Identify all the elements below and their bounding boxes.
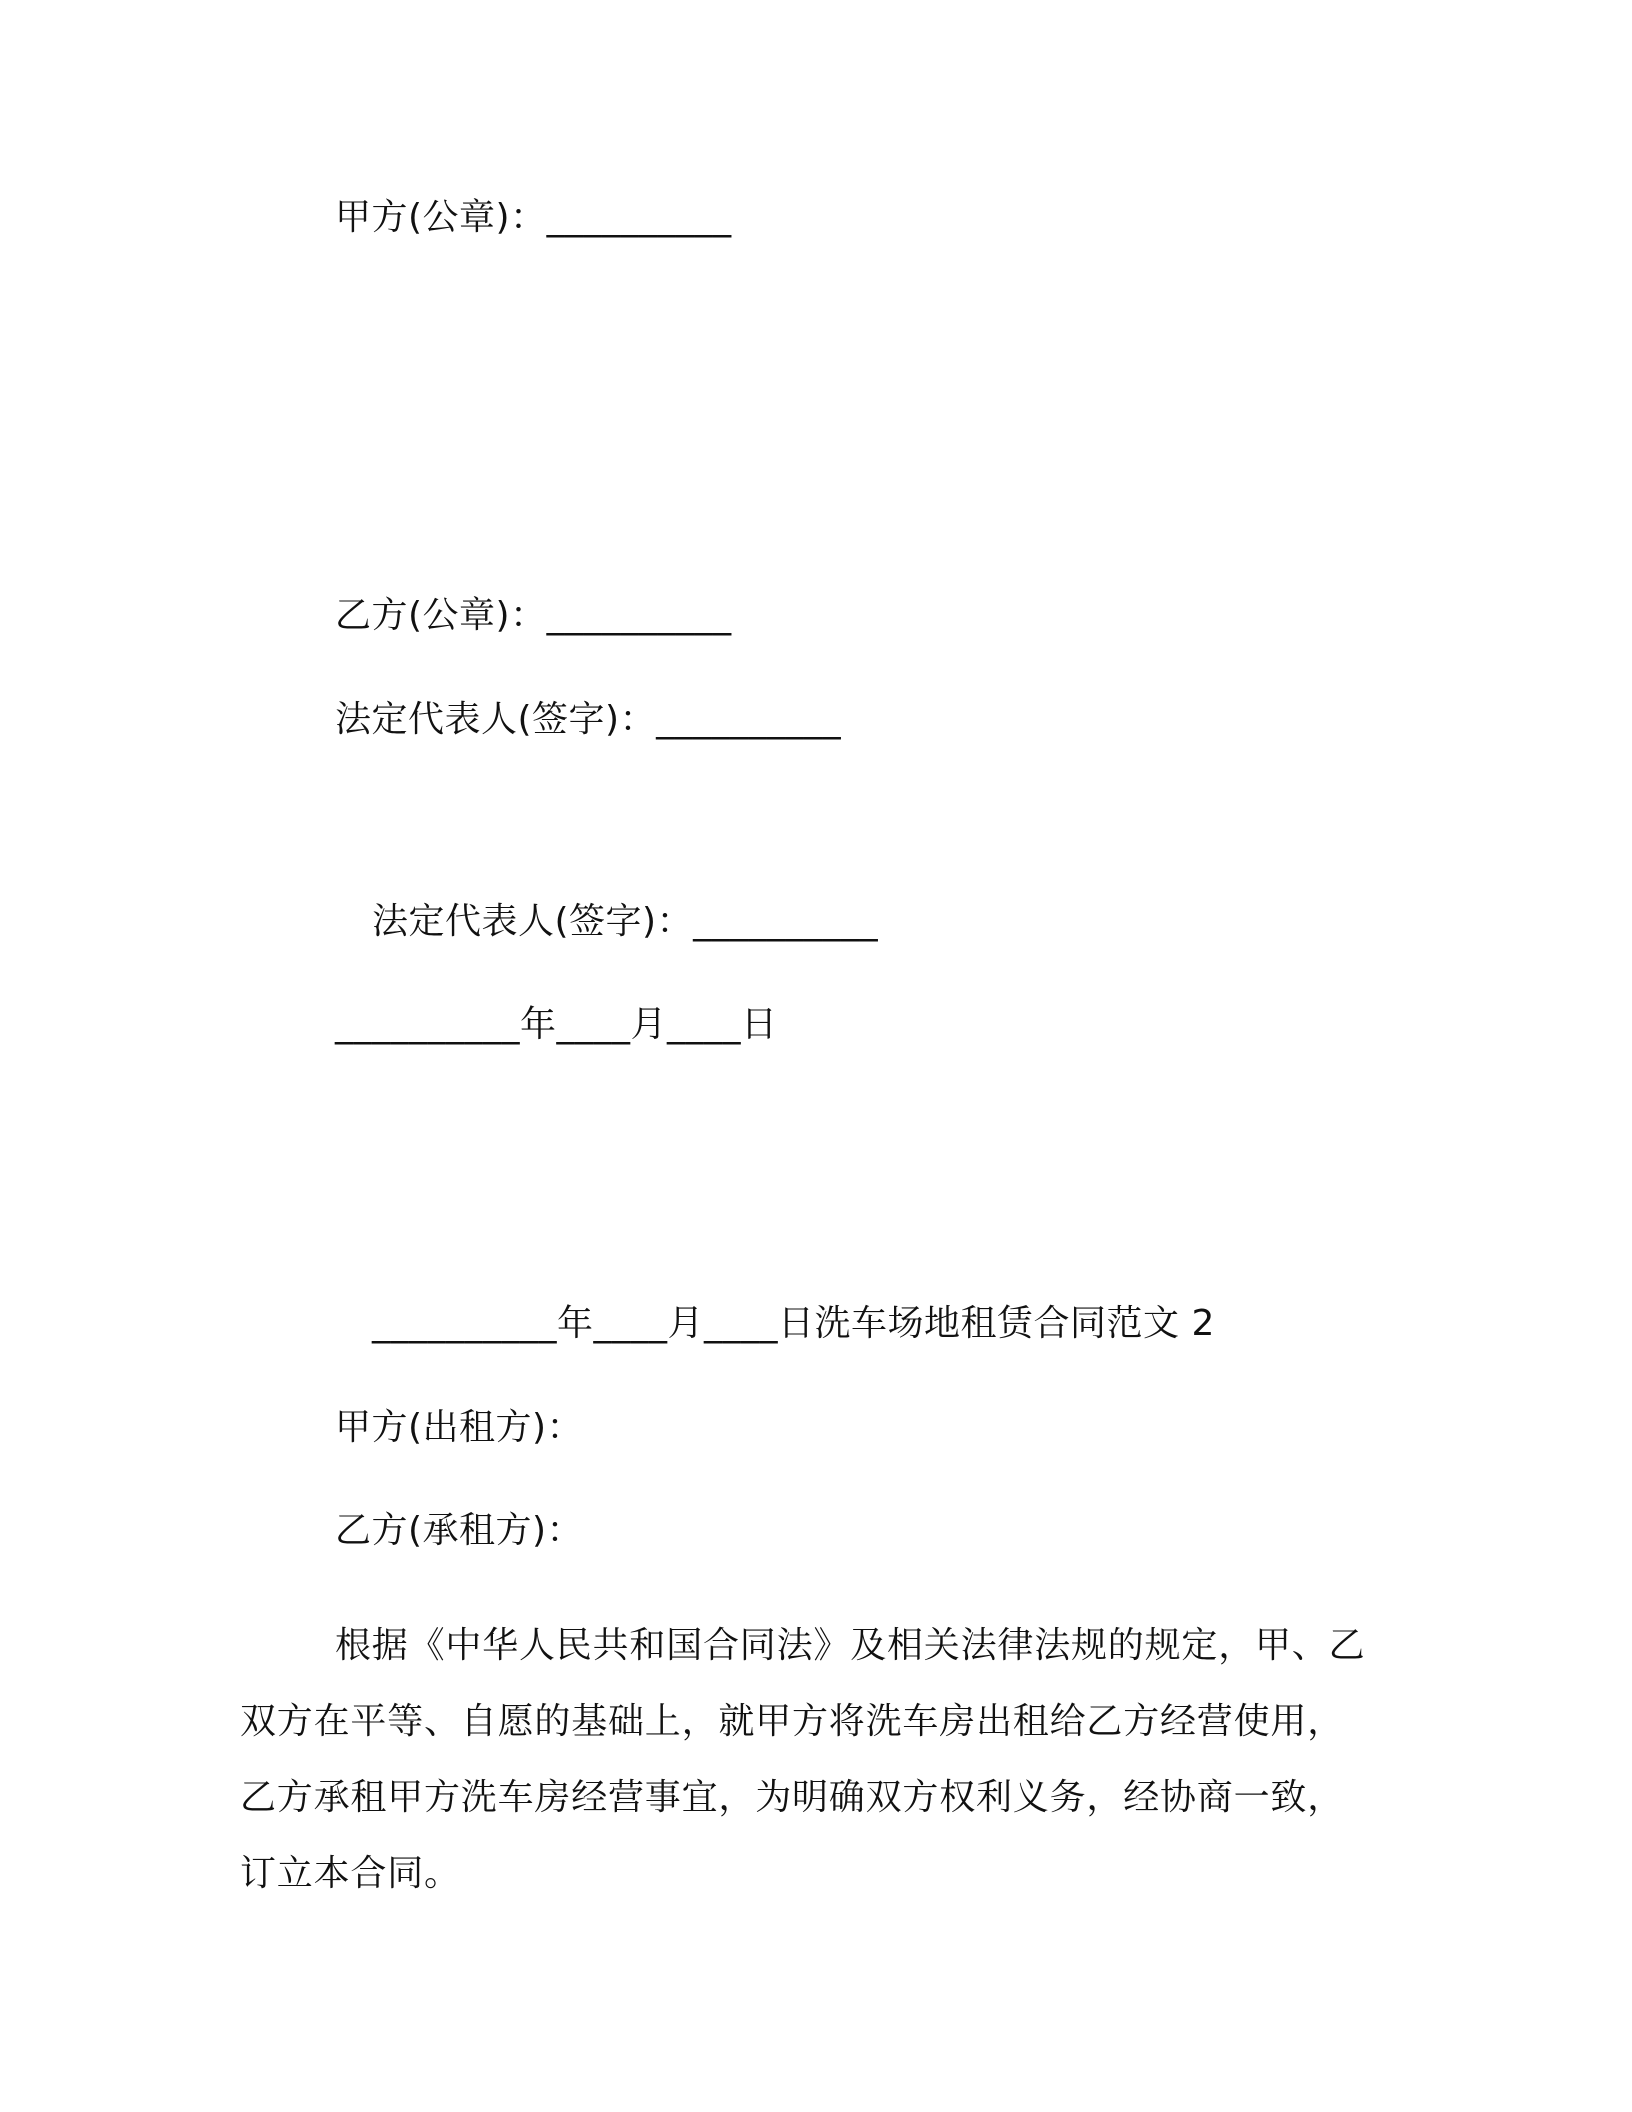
paragraph-line: 双方在平等、自愿的基础上，就甲方将洗车房出租给乙方经营使用， — [240, 1701, 1345, 1742]
legal-representative-signature-line-2: 法定代表人(签字)：__________ — [372, 901, 879, 942]
party-a-seal-line: 甲方(公章)：__________ — [335, 197, 732, 238]
paragraph-line: 根据《中华人民共和国合同法》及相关法律法规的规定，甲、乙 — [335, 1625, 1366, 1666]
party-b-seal-line: 乙方(公章)：__________ — [335, 595, 732, 636]
paragraph-line: 订立本合同。 — [240, 1853, 461, 1894]
lessee-line: 乙方(承租方)： — [335, 1510, 584, 1551]
paragraph-line: 乙方承租甲方洗车房经营事宜，为明确双方权利义务，经协商一致， — [240, 1777, 1345, 1818]
preamble-paragraph — [240, 1608, 1380, 1912]
legal-representative-signature-line-1: 法定代表人(签字)：__________ — [335, 699, 842, 740]
contract-title: __________年____月____日洗车场地租赁合同范文 2 — [372, 1303, 1215, 1344]
lessor-line: 甲方(出租方)： — [335, 1407, 584, 1448]
signature-date-line: __________年____月____日 — [335, 1004, 778, 1045]
